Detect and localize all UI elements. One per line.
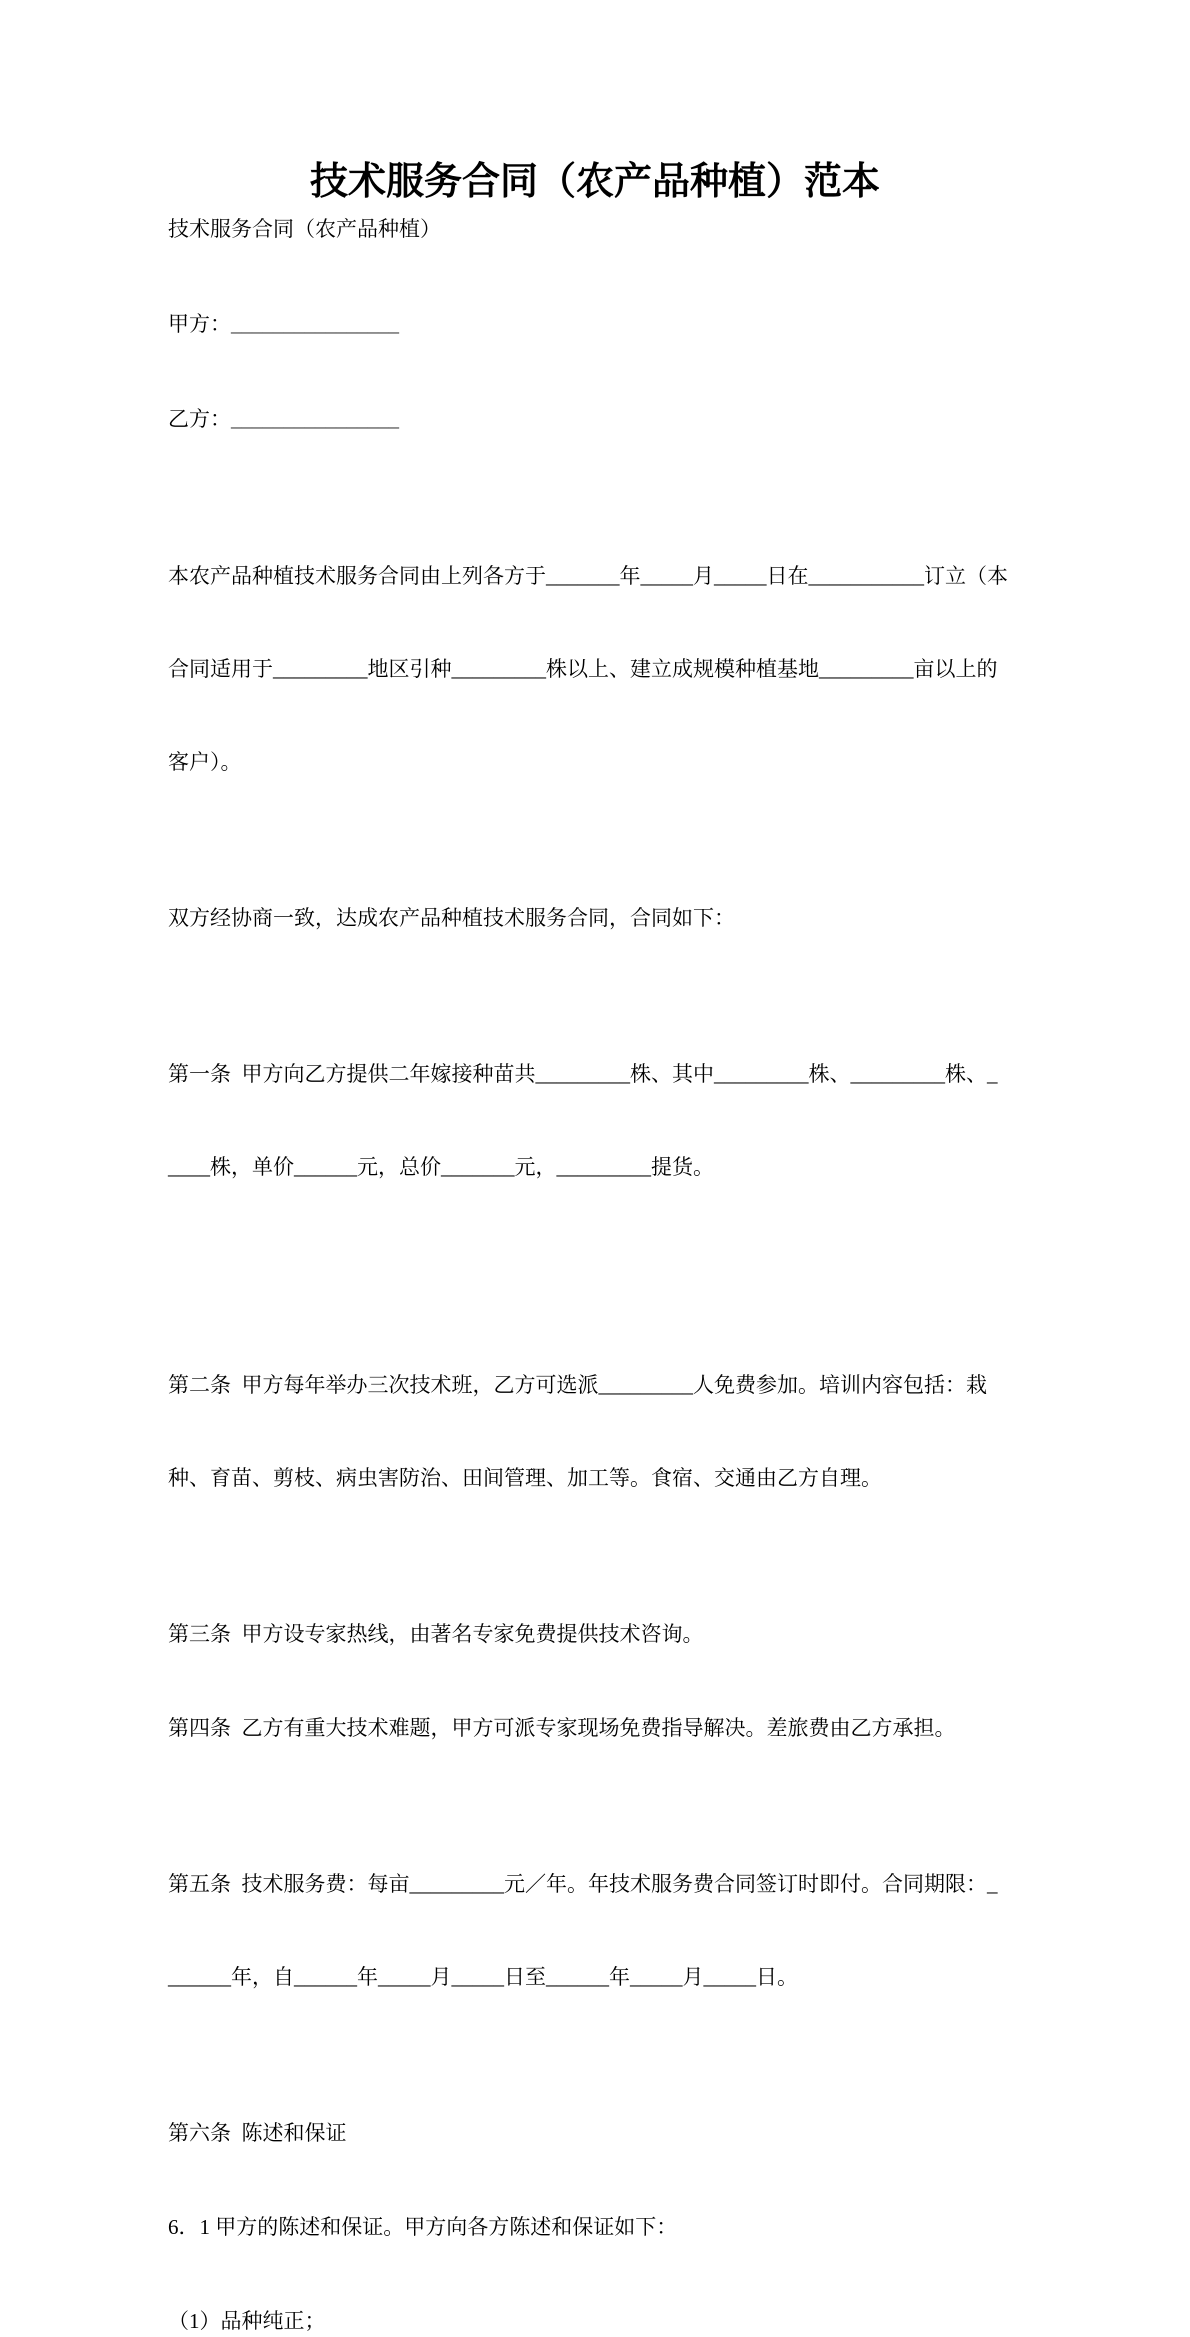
party-b-line <box>168 404 1022 435</box>
article-1-line-1: 第一条 甲方向乙方提供二年嫁接种苗共_________株、其中_________株、_________株、_ <box>168 1062 998 1086</box>
article-1-line-2: ____株，单价______元，总价_______元，_________提货。 <box>168 1155 714 1179</box>
doc-subtitle: 技术服务合同（农产品种植） <box>168 217 441 241</box>
article-1-paragraph <box>168 997 1022 1245</box>
article-5-paragraph <box>168 1807 1022 2055</box>
agreement-line: 双方经协商一致，达成农产品种植技术服务合同，合同如下： <box>168 906 735 930</box>
article-2-line-2: 种、育苗、剪枝、病虫害防治、田间管理、加工等。食宿、交通由乙方自理。 <box>168 1466 882 1490</box>
intro-line-3: 客户）。 <box>168 750 242 774</box>
intro-paragraph <box>168 499 1022 840</box>
article-5-line-2: ______年，自______年_____月_____日至______年_____月_____日。 <box>168 1965 798 1989</box>
article-6-heading: 第六条 陈述和保证 <box>168 2121 347 2145</box>
clause-6-1-line: 6．1 甲方的陈述和保证。甲方向各方陈述和保证如下： <box>168 2215 678 2239</box>
intro-line-2: 合同适用于_________地区引种_________株以上、建立成规模种植基地_________亩以上的 <box>168 657 998 681</box>
article-2-paragraph <box>168 1308 1022 1556</box>
party-a-blank: ________________ <box>231 312 399 336</box>
article-4-paragraph: 第四条 乙方有重大技术难题，甲方可派专家现场免费指导解决。差旅费由乙方承担。 <box>168 1716 956 1740</box>
intro-line-1: 本农产品种植技术服务合同由上列各方于_______年_____月_____日在___________订立（本 <box>168 564 1008 588</box>
party-b-label: 乙方： <box>168 407 231 431</box>
page-title: 技术服务合同（农产品种植）范本 <box>309 161 880 203</box>
party-a-label: 甲方： <box>168 312 231 336</box>
article-2-line-1: 第二条 甲方每年举办三次技术班，乙方可选派_________人免费参加。培训内容包括：栽 <box>168 1373 987 1397</box>
party-b-blank: ________________ <box>231 407 399 431</box>
party-a-line <box>168 309 1022 340</box>
article-5-line-1: 第五条 技术服务费：每亩_________元／年。年技术服务费合同签订时即付。合同期限：_ <box>168 1872 998 1896</box>
item-1-line: （1）品种纯正； <box>168 2309 326 2333</box>
article-3-paragraph: 第三条 甲方设专家热线，由著名专家免费提供技术咨询。 <box>168 1622 704 1646</box>
